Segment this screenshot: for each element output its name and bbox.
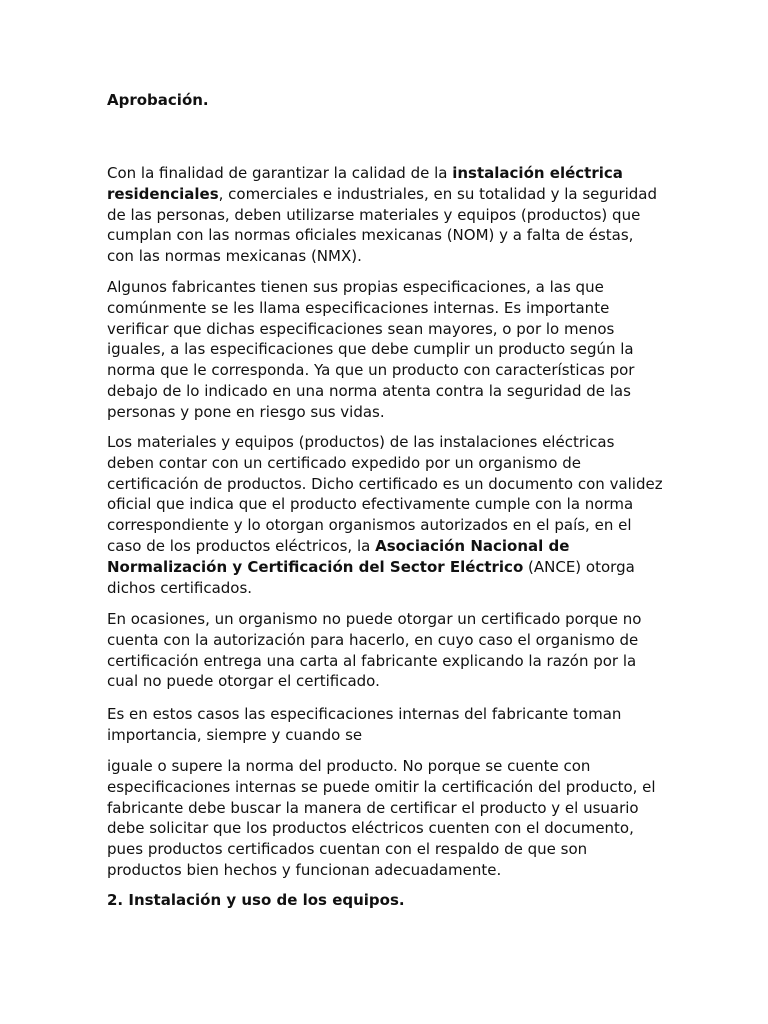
paragraph-1 — [107, 163, 663, 267]
paragraph-2: Algunos fabricantes tienen sus propias especificaciones, a las que comúnmente se les llama especificaciones internas. Es importante verificar que dichas especificaciones sean mayores, o por lo menos iguales, a las especificaciones que debe cumplir un producto según la norma que le corresponda. Ya que un producto con características por debajo de lo indicado en una norma atenta contra la seguridad de las personas y pone en riesgo sus vidas. — [107, 278, 635, 421]
paragraph-1-text-b: , comerciales e industriales, en su totalidad y la seguridad de las personas, deben utilizarse materiales y equipos (productos) que cumplan con las normas oficiales mexicanas (NOM) y a falta de éstas, con las normas mexicanas (NMX). — [107, 184, 658, 266]
paragraph-3-text-b: (ANCE) otorga dichos certificados. — [107, 557, 635, 597]
paragraph-6: iguale o supere la norma del producto. No porque se cuente con especificaciones internas se puede omitir la certificación del producto, el fabricante debe buscar la manera de certificar el producto y el usuario debe solicitar que los productos eléctricos cuenten con el documento, pues productos certificados cuentan con el respaldo de que son productos bien hechos y funcionan adecuadamente. — [107, 757, 656, 879]
paragraph-4: En ocasiones, un organismo no puede otorgar un certificado porque no cuenta con la autorización para hacerlo, en cuyo caso el organismo de certificación entrega una carta al fabricante explicando la razón por la cual no puede otorgar el certificado. — [107, 610, 642, 691]
section-heading — [107, 890, 663, 911]
paragraph-3-text-a: Los materiales y equipos (productos) de las instalaciones eléctricas deben contar con un certificado expedido por un organismo de certificación de productos. Dicho certificado es un documento con validez oficial que indica que el producto efectivamente cumple con la norma correspondiente y lo otorgan organismos autorizados en el país, en el caso de los productos eléctricos, la — [107, 433, 663, 555]
paragraph-1-bold: instalación eléctrica residenciales — [107, 164, 623, 203]
heading-text: Aprobación. — [107, 91, 209, 109]
paragraph-3-bold: Asociación Nacional de Normalización y Certificación del Sector Eléctrico — [107, 536, 570, 576]
section-heading-text: 2. Instalación y uso de los equipos. — [107, 891, 405, 909]
paragraph-5: Es en estos casos las especificaciones internas del fabricante toman importancia, siempre y cuando se — [107, 705, 622, 744]
paragraph-3 — [107, 432, 663, 598]
paragraph-1-text-a: Con la finalidad de garantizar la calidad de la — [107, 164, 453, 182]
heading-aprobacion — [107, 90, 663, 111]
